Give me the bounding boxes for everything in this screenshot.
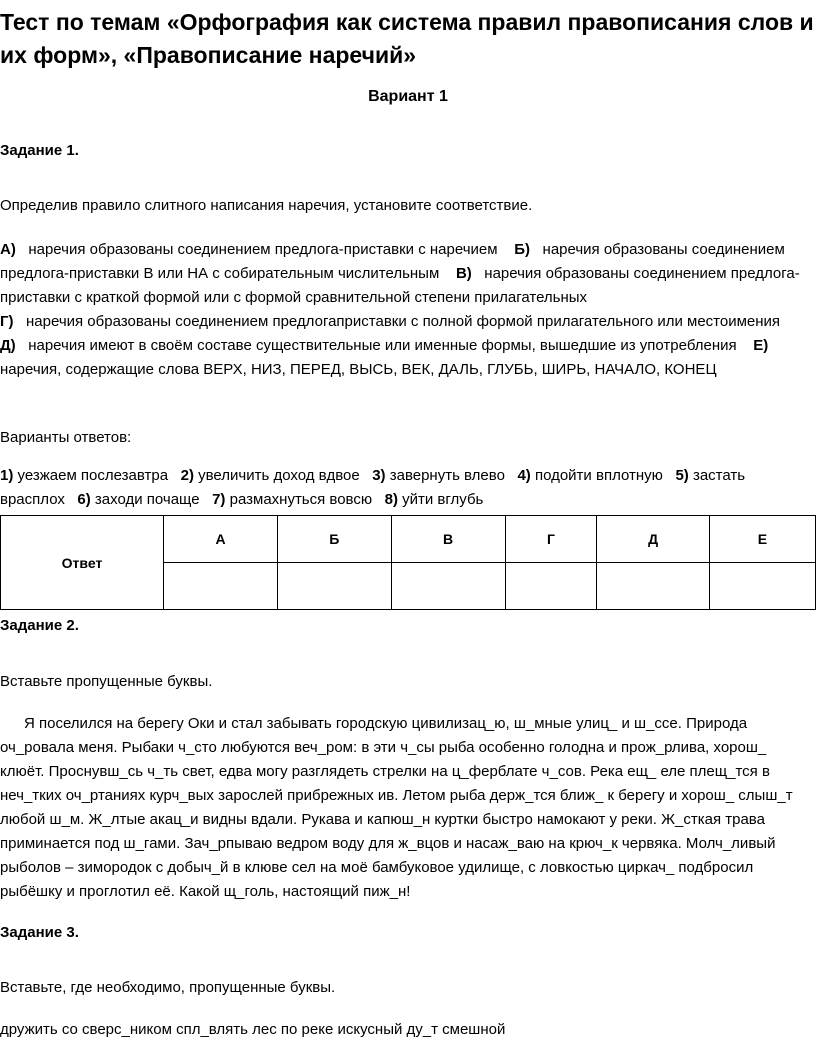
task2-text: Я поселился на берегу Оки и стал забывать городскую цивилизац_ю, ш_мные улиц_ и ш_ссе. Природа оч_ровала меня. Рыбаки ч_сто любуются веч_ром: в эти ч_сы рыба особенно голодна и прож_рлива, хорош_ клюёт. Проснувш_сь ч_ть свет, едва могу разглядеть стрелки на ц_ферблате ч_сов. Река ещ_ еле плещ_тся в неч_тких оч_ртаниях курч_вых зарослей прибрежных ив. Летом рыба держ_тся ближ_ к берегу и хорош_ слыш_т любой ш_м. Ж_лтые акац_и видны вдали. Рукава и капюш_н куртки быстро намокают у реки. Ж_сткая трава приминается под ш_гами. Зач_рпываю ведром воду для ж_вцов и насаж_ваю на крюч_к червяка. Молч_ливый рыболов – зимородок с добыч_й в клюве сел на моё бамбуковое удилище, с ловкостью циркач_ подбросил рыбёшку и проглотил её. Какой щ_голь, настоящий пиж_н!: [0, 715, 793, 900]
rule-text: наречия образованы соединением предлогаприставки с полной формой прилагательного или местоимения: [26, 313, 781, 330]
answer-item: [77, 491, 212, 508]
rule-item: [0, 313, 793, 330]
task2-instruction: Вставьте пропущенные буквы.: [0, 673, 213, 690]
answer-key: 4): [517, 467, 531, 484]
task1-rules: [0, 238, 814, 382]
answer-cell[interactable]: [505, 563, 597, 610]
answers-label: Варианты ответов:: [0, 429, 132, 446]
rule-text: наречия образованы соединением предлога-приставки с краткой формой или с формой сравнительной степени прилагательных: [0, 265, 800, 306]
answer-item: [517, 467, 675, 484]
rule-key: А): [0, 241, 16, 258]
answer-key: 5): [675, 467, 689, 484]
answer-key: 8): [384, 491, 398, 508]
table-column-header: Е: [709, 516, 815, 563]
answer-key: 6): [77, 491, 91, 508]
answer-cell[interactable]: [164, 563, 278, 610]
rule-key: Г): [0, 313, 14, 330]
rule-key: В): [455, 265, 472, 282]
answer-key: 2): [180, 467, 194, 484]
task3-heading: Задание 3.: [0, 924, 79, 941]
task3-words: дружить со сверс_ником спл_влять лес по реке искусный ду_т смешной: [0, 1021, 506, 1038]
rule-text: наречия образованы соединением предлога-приставки В или НА с собирательным числительным: [0, 241, 785, 282]
answer-options: [0, 464, 814, 512]
rule-key: Е): [753, 337, 769, 354]
answer-key: 1): [0, 467, 14, 484]
task2-heading: Задание 2.: [0, 617, 79, 634]
answer-text: уезжаем послезавтра: [17, 467, 169, 484]
table-column-header: В: [391, 516, 505, 563]
rule-text: наречия образованы соединением предлога-приставки с наречием: [28, 241, 498, 258]
rule-key: Д): [0, 337, 16, 354]
answer-row-label: Ответ: [1, 516, 164, 610]
answer-text: застать врасплох: [0, 467, 746, 508]
task1-heading: Задание 1.: [0, 142, 79, 159]
answer-cell[interactable]: [278, 563, 391, 610]
task1-instruction: Определив правило слитного написания наречия, установите соответствие.: [0, 197, 533, 214]
variant-heading: Вариант 1: [368, 88, 448, 105]
answer-text: заходи почаще: [94, 491, 200, 508]
answer-key: 7): [212, 491, 226, 508]
table-column-header: Д: [597, 516, 710, 563]
answer-text: подойти вплотную: [534, 467, 663, 484]
answer-text: увеличить доход вдвое: [198, 467, 360, 484]
table-column-header: Б: [278, 516, 391, 563]
answer-text: уйти вглубь: [402, 491, 484, 508]
answer-text: завернуть влево: [389, 467, 505, 484]
answer-table: [0, 515, 816, 610]
answer-cell[interactable]: [597, 563, 710, 610]
page-title: Тест по темам «Орфография как система правил правописания слов и их форм», «Правописание наречий»: [0, 9, 814, 68]
answer-cell[interactable]: [391, 563, 505, 610]
rule-text: наречия имеют в своём составе существительные или именные формы, вышедшие из употребления: [28, 337, 737, 354]
answer-item: [0, 467, 181, 484]
answer-item: [212, 491, 385, 508]
rule-key: Б): [514, 241, 531, 258]
table-header-row: [1, 516, 816, 563]
rule-text: наречия, содержащие слова ВЕРХ, НИЗ, ПЕРЕД, ВЫСЬ, ВЕК, ДАЛЬ, ГЛУБЬ, ШИРЬ, НАЧАЛО, КОНЕЦ: [0, 361, 717, 378]
answer-text: размахнуться вовсю: [229, 491, 373, 508]
answer-cell[interactable]: [709, 563, 815, 610]
rule-item: [0, 241, 514, 258]
rule-item: [0, 337, 753, 354]
answer-item: [385, 491, 484, 508]
answer-key: 3): [372, 467, 386, 484]
answer-item: [181, 467, 373, 484]
table-column-header: А: [164, 516, 278, 563]
table-column-header: Г: [505, 516, 597, 563]
answer-item: [372, 467, 517, 484]
task3-instruction: Вставьте, где необходимо, пропущенные буквы.: [0, 979, 336, 996]
